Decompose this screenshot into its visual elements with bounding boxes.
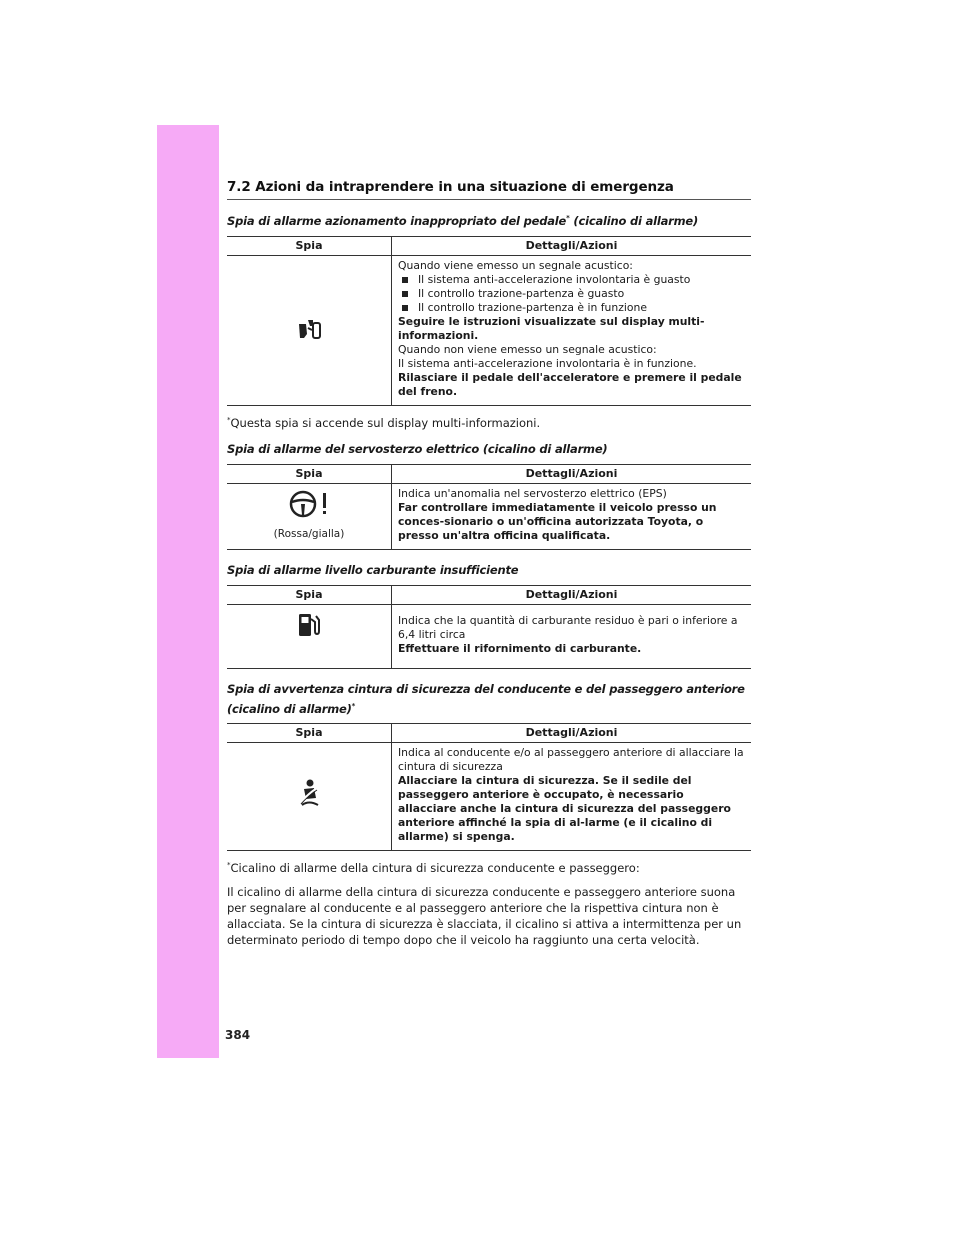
- chapter-title: 7.2 Azioni da intraprendere in una situazione di emergenza: [227, 179, 751, 200]
- details-cell: [392, 743, 752, 851]
- icon-caption: (Rossa/gialla): [273, 527, 345, 540]
- warning-table: [227, 585, 751, 669]
- page-content: [227, 179, 751, 948]
- pedal-misapplication-icon: [294, 312, 324, 342]
- icon-cell: [227, 743, 392, 851]
- detail-line: Il sistema anti-accelerazione involontaria è in funzione.: [398, 356, 697, 370]
- page-number: 384: [225, 1028, 251, 1042]
- footnote: *Cicalino di allarme della cintura di sicurezza conducente e passeggero:: [227, 861, 640, 876]
- detail-action: Rilasciare il pedale dell'acceleratore e premere il pedale del freno.: [398, 370, 742, 398]
- warning-table: [227, 236, 751, 406]
- seatbelt-icon: [296, 778, 322, 808]
- detail-line: Quando viene emesso un segnale acustico:: [398, 258, 633, 272]
- side-band: [157, 125, 219, 1058]
- detail-line: Indica al conducente e/o al passeggero anteriore di allacciare la cintura di sicurezza: [398, 746, 744, 774]
- section-title: Spia di avvertenza cintura di sicurezza del conducente e del passeggero anteriore (cicalino di allarme)*: [227, 681, 745, 716]
- detail-line: Indica che la quantità di carburante residuo è pari o inferiore a 6,4 litri circa: [398, 613, 738, 641]
- detail-line: Indica un'anomalia nel servosterzo elettrico (EPS): [398, 486, 667, 500]
- detail-action: Seguire le istruzioni visualizzate sul display multi-informazioni.: [398, 314, 705, 342]
- section-title: Spia di allarme del servosterzo elettrico (cicalino di allarme): [227, 441, 608, 456]
- bullet-item: Il controllo trazione-partenza è in funzione: [398, 301, 745, 315]
- detail-line: Quando non viene emesso un segnale acustico:: [398, 342, 657, 356]
- bullet-item: Il controllo trazione-partenza è guasto: [398, 287, 745, 301]
- detail-action: Allacciare la cintura di sicurezza. Se il sedile del passeggero anteriore è occupato, è necessario allacciare anche la cintura di sicurezza del passeggero anteriore affinché la spia di al-larme (e il cicalino di allarme) si spenga.: [398, 774, 731, 844]
- detail-action: Far controllare immediatamente il veicolo presso un conces-sionario o un'officina autorizzata Toyota, o presso un'altra officina qualificata.: [398, 500, 717, 542]
- icon-cell: [227, 604, 392, 668]
- closing-paragraph: Il cicalino di allarme della cintura di sicurezza conducente e passeggero anteriore suona per segnalare al conducente e al passeggero anteriore che la rispettiva cintura non è allacciata. Se la cintura di sicurezza è slacciata, il cicalino si attiva a intermittenza per un determinato periodo di tempo dopo che il veicolo ha raggiunto una certa velocità.: [227, 885, 742, 948]
- fuel-pump-icon: [296, 611, 322, 639]
- icon-cell: [227, 255, 392, 405]
- header-spia: Spia: [227, 464, 392, 483]
- section-title: Spia di allarme livello carburante insufficiente: [227, 562, 519, 577]
- header-spia: Spia: [227, 236, 392, 255]
- details-cell: [392, 604, 752, 668]
- header-details: Dettagli/Azioni: [392, 585, 752, 604]
- section-title: Spia di allarme azionamento inappropriato del pedale* (cicalino di allarme): [227, 213, 699, 228]
- footnote: *Questa spia si accende sul display multi-informazioni.: [227, 415, 541, 430]
- header-spia: Spia: [227, 724, 392, 743]
- details-cell: [392, 483, 752, 549]
- header-spia: Spia: [227, 585, 392, 604]
- steering-warning-icon: [288, 489, 330, 519]
- detail-action: Effettuare il rifornimento di carburante.: [398, 641, 642, 655]
- bullet-item: Il sistema anti-accelerazione involontaria è guasto: [398, 273, 745, 287]
- header-details: Dettagli/Azioni: [392, 236, 752, 255]
- icon-cell: [227, 483, 392, 549]
- header-details: Dettagli/Azioni: [392, 724, 752, 743]
- details-cell: [392, 255, 752, 405]
- warning-table: [227, 464, 751, 550]
- warning-table: [227, 723, 751, 851]
- header-details: Dettagli/Azioni: [392, 464, 752, 483]
